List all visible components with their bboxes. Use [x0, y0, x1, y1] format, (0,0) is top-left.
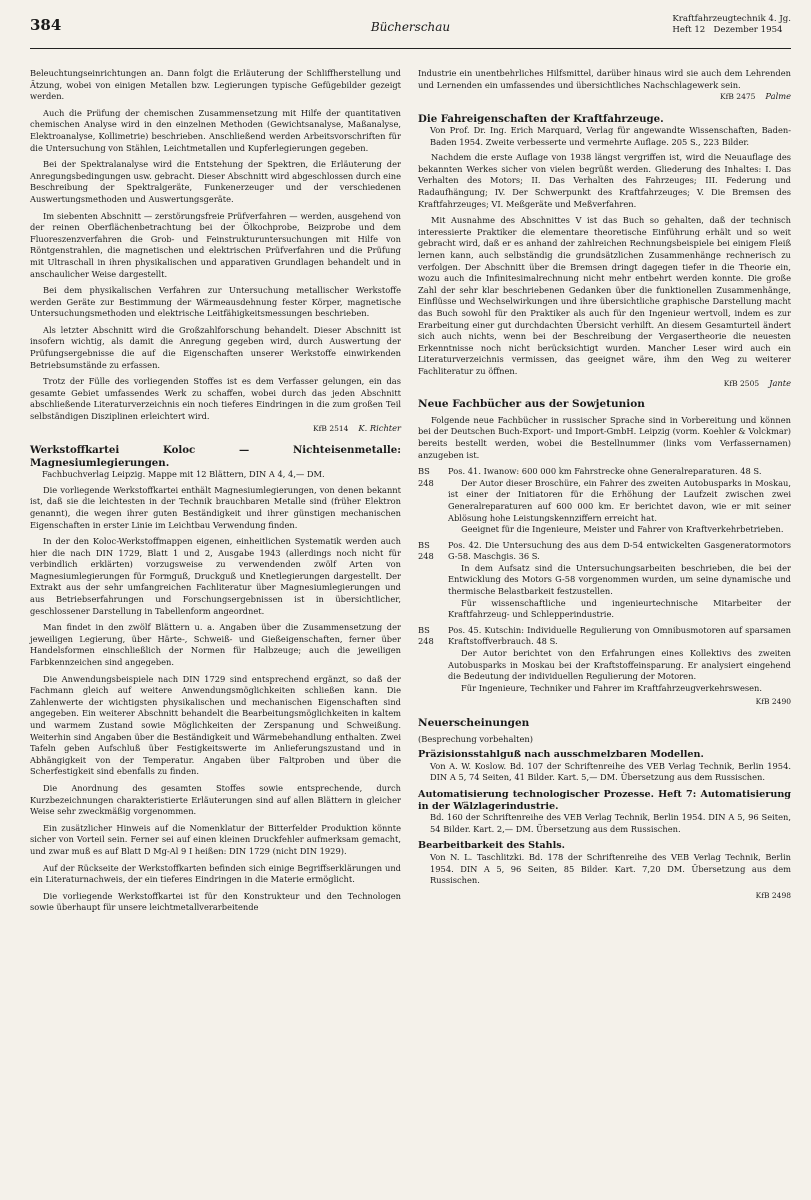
paragraph: Die vorliegende Werkstoffkartei enthält Magnesiumlegierungen, von denen bekannt ist, daß sie die leichtesten in der Technik brauchbaren Metalle sind (früher Elektron genannt), die wegen ihrer guten Beständigkeit und ihrer günstigen mechanischen Eigenschaften in erster Linie im Leichtbau Verwendung finden. [30, 484, 401, 530]
review-heading [30, 444, 401, 481]
review-signature: KfB 2490 [755, 697, 791, 707]
paragraph: Die Anwendungsbeispiele nach DIN 1729 sind entsprechend ergänzt, so daß der Fachmann gleich auf weitere Anwendungsmöglichkeiten schließen kann. Die Zahlenwerte der wichtigsten physikalischen und mechanischen Eigenschaften sind angegeben. Ein weiterer Abschnitt behandelt die Bearbeitungsmöglichkeiten in kaltem und warmem Zustand sowie Möglichkeiten der Zerspanung und Schweißung. Weiterhin sind Angaben über die Beständigkeit und Wärmebehandlung enthalten. Zwei Tafeln geben Aufschluß über Festigkeitswerte im Anlieferungszustand und in Abhängigkeit von der Temperatur. Angaben über Faltproben und über die Scherfestigkeit sind ebenfalls zu finden. [30, 673, 401, 777]
review-signature: KfB 2505 Jante [723, 377, 791, 388]
release-title: Präzisionsstahlguß nach ausschmelzbaren Modellen. [418, 749, 704, 761]
section-heading-soviet-books: Neue Fachbücher aus der Sowjetunion [418, 398, 645, 411]
order-number: BS 248 [418, 624, 434, 647]
new-release-item [418, 789, 791, 835]
order-number: BS 248 [418, 466, 434, 488]
paragraph: Auch die Prüfung der chemischen Zusammensetzung mit Hilfe der quantitativen chemischen Analyse wird in den einzelnen Methoden (Gewichtsanalyse, Maßanalyse, Elektroanalyse, Kollimetrie) beschrieben. Anschließend werden Arbeitsvorschriften für die Untersuchung von Stählen, Leichtmetallen und Kupferlegierungen gegeben. [30, 107, 401, 153]
release-title: Bearbeitbarkeit des Stahls. [418, 840, 566, 852]
paragraph: Geeignet für die Ingenieure, Meister und Fahrer von Kraftverkehrbetrieben. [461, 524, 784, 535]
page-number: 384 [30, 16, 62, 34]
review-title: Die Fahreigenschaften der Kraftfahrzeuge. [418, 112, 664, 125]
page-header [30, 12, 791, 49]
review-meta: Fachbuchverlag Leipzig. Mappe mit 12 Blättern, DIN A 4, 4,— DM. [42, 469, 325, 480]
journal-info [672, 14, 791, 36]
paragraph: Industrie ein unentbehrliches Hilfsmittel, darüber hinaus wird sie auch dem Lehrenden und Lernenden ein umfassendes und übersichtliches Nachschlagewerk sein. [418, 68, 791, 90]
section-heading-new-releases: Neuerscheinungen [418, 717, 530, 729]
paragraph: Folgende neue Fachbücher in russischer Sprache sind in Vorbereitung und können bei der Deutschen Buch-Export- und Import-GmbH. Leipzig (vorm. Koehler & Volckmar) bereits bestellt werden, wobei die Bestellnummer (links vom Verfassernamen) anzugeben ist. [418, 414, 791, 460]
release-meta: Von N. L. Taschlitzki. Bd. 178 der Schriftenreihe des VEB Verlag Technik, Berlin 1954. DIN A 5, 96 Seiten, 85 Bilder. Kart. 7,20 DM. Übersetzung aus dem Russischen. [430, 851, 791, 886]
paragraph: Die Anordnung des gesamten Stoffes sowie entsprechende, durch Kurzbezeichnungen charakteristierte Erläuterungen sind auf allen Blättern in gleicher Weise sehr zweckmäßig vorgenommen. [30, 782, 401, 817]
entry-title: Pos. 41. Iwanow: 600 000 km Fahrstrecke ohne Generalreparaturen. 48 S. [448, 466, 762, 477]
new-release-item [418, 749, 791, 784]
journal-name: Kraftfahrzeugtechnik 4. Jg. [672, 14, 791, 24]
entry-title: Pos. 42. Die Untersuchung des aus dem D-54 entwickelten Gasgeneratormotors G-58. Maschgis. 36 S. [448, 539, 791, 562]
paragraph: Trotz der Fülle des vorliegenden Stoffes ist es dem Verfasser gelungen, ein das gesamte Gebiet umfassendes Werk zu schaffen, wobei durch das jeden Abschnitt abschließende Literaturverzeichnis ein noch tieferes Eindringen in die zum großen Teil selbständigen Disziplinen erleichtert wird. [30, 376, 401, 422]
review-note: (Besprechung vorbehalten) [418, 733, 533, 744]
paragraph: Bei dem physikalischen Verfahren zur Untersuchung metallischer Werkstoffe werden Geräte zur Bestimmung der Wärmeausdehnung fester Körper, magnetische Untersuchungsmethoden und elektrische Leitfähigkeitsmessungen beschrieben. [30, 285, 401, 319]
paragraph: Im siebenten Abschnitt — zerstörungsfreie Prüfverfahren — werden, ausgehend von der reinen Oberflächenbetrachtung bei der Ölkochprobe, Beizprobe und dem Fluoreszenzverfahren die Grob- und Feinstrukturuntersuchungen mit Hilfe von Röntgenstrahlen, die magnetischen und elektrischen Prüfverfahren und die Prüfung mit Ultraschall in ihren physikalischen und apparativen Grundlagen behandelt und in anschaulicher Weise dargestellt. [30, 210, 401, 279]
paragraph: Man findet in den zwölf Blättern u. a. Angaben über die Zusammensetzung der jeweiligen Legierung, über Härte-, Schweiß- und Gießeigenschaften, ferner über Handelsformen einschließlich der Normen für Halbzeuge; auch die jeweiligen Farbkennzeichen sind angegeben. [30, 622, 401, 668]
paragraph: Für Ingenieure, Techniker und Fahrer im Kraftfahrzeugverkehrswesen. [461, 682, 763, 693]
book-entry [418, 540, 791, 621]
entry-title: Pos. 45. Kutschin: Individuelle Regulierung von Omnibusmotoren auf sparsamen Kraftstoffverbrauch. 48 S. [448, 624, 791, 647]
paragraph: Nachdem die erste Auflage von 1938 längst vergriffen ist, wird die Neuauflage des bekannten Werkes sicher von vielen begrüßt werden. Gliederung des Inhaltes: I. Das Verhalten des Motors; II. Das Verhalten des Fahrzeuges; III. Federung und Radaufhängung; IV. Der Schwerpunkt des Kraftfahrzeuges; V. Die Bremsen des Kraftfahrzeuges; VI. Meßgeräte und Meßverfahren. [418, 152, 791, 209]
review-heading [418, 113, 791, 149]
new-release-item [418, 840, 791, 886]
issue-date: Heft 12 Dezember 1954 [672, 25, 783, 35]
paragraph: Auf der Rückseite der Werkstoffkarten befinden sich einige Begriffserklärungen und ein Literaturnachweis, der ein tieferes Eindringen in die Materie ermöglicht. [30, 862, 401, 885]
paragraph: Bei der Spektralanalyse wird die Entstehung der Spektren, die Erläuterung der Anregungsbedingungen usw. gebracht. Dieser Abschnitt wird abgeschlossen durch eine Beschreibung der Spektralgeräte, Funkenerzeuger und der verschiedenen Auswertungsmethoden und Auswertungsgeräte. [30, 159, 401, 204]
right-column [418, 68, 791, 907]
left-column [30, 68, 401, 919]
review-meta: Von Prof. Dr. Ing. Erich Marquard, Verlag für angewandte Wissenschaften, Baden-Baden 1954. Zweite verbesserte und vermehrte Auflage. 205 S., 223 Bilder. [430, 125, 791, 147]
paragraph: Der Autor berichtet von den Erfahrungen eines Kollektivs des zweiten Autobusparks in Moskau bei der Kraftstoffeinsparung. Er analysiert eingehend die Bedeutung der individuellen Regulierung der Motoren. [448, 648, 791, 682]
paragraph: In dem Aufsatz sind die Untersuchungsarbeiten beschrieben, die bei der Entwicklung des Motors G-58 vorgenommen wurden, um seine dynamische und thermische Belastbarkeit festzustellen. [448, 562, 791, 597]
paragraph: Ein zusätzlicher Hinweis auf die Nomenklatur der Bitterfelder Produktion könnte sicher von Vorteil sein. Ferner sei auf einen kleinen Druckfehler aufmerksam gemacht, und zwar muß es auf Blatt D Mg-Al 9 I heißen: DIN 1729 (nicht DIN 1929). [30, 822, 401, 856]
paragraph: Mit Ausnahme des Abschnittes V ist das Buch so gehalten, daß der technisch interessierte Praktiker die elementare theoretische Einführung erhält und so weit gebracht wird, daß er es anhand der zahlreichen Rechnungsbeispiele bei einigem Fleiß lernen kann, auch selbständig die grundsätzlichen Zusammenhänge rechnerisch zu verfolgen. Der Abschnitt über die Bremsen dringt dagegen tiefer in die Theorie ein, wozu auch die Infinitesimalrechnung nicht mehr entbehrt werden konnte. Die große Zahl der sehr klar beschriebenen Gedanken über die funktionellen Zusammenhänge, Einflüsse und Wechselwirkungen und ihre übersichtliche graphische Darstellung macht das Buch sowohl für den Praktiker als auch für den Ingenieur wertvoll, indem es zur Erarbeitung einer gut durchdachten Übersicht verhilft. An diesem Gesamturteil ändert sich auch nichts, wenn bei der Beschreibung der Vergasertheorie die neuesten Erkenntnisse noch nicht berücksichtigt wurden. Mancher Leser wird auch ein Literaturverzeichnis vermissen, das geeignet wäre, ihm den Weg zu weiterer Fachliteratur zu öffnen. [418, 215, 791, 376]
paragraph: In der den Koloc-Werkstoffmappen eigenen, einheitlichen Systematik werden auch hier die nach DIN 1729, Blatt 1 und 2, Ausgabe 1943 (allerdings noch nicht für verbindlich erklärten) vorzugsweise zu verwendenden zwölf Arten von Magnesiumlegierungen für Formguß, Druckguß und Knetlegierungen dargestellt. Der Extrakt aus der sehr umfangreichen Fachliteratur über Magnesiumlegierungen und aus Betriebserfahrungen und Forschungsergebnissen ist in übersichtlicher, geschlossener Darstellung in Tabellenform angeordnet. [30, 536, 401, 616]
paragraph: Der Autor dieser Broschüre, ein Fahrer des zweiten Autobusparks in Moskau, ist einer der Initiatoren für die Erhöhung der Laufzeit zwischen zwei Generalreparaturen auf 600 000 km. Er berichtet davon, wie er mit seiner Ablösung hohe Leistungskennziffern erreicht hat. [448, 477, 791, 523]
paragraph: Beleuchtungseinrichtungen an. Dann folgt die Erläuterung der Schliffherstellung und Ätzung, wobei von einigen Metallen bzw. Legierungen typische Gefügebilder gezeigt werden. [30, 68, 401, 102]
review-signature: KfB 2498 [755, 890, 791, 900]
book-entry [418, 466, 791, 536]
release-meta: Von A. W. Koslow. Bd. 107 der Schriftenreihe des VEB Verlag Technik, Berlin 1954. DIN A 5, 74 Seiten, 41 Bilder. Kart. 5,— DM. Übersetzung aus dem Russischen. [430, 760, 791, 783]
review-signature: KfB 2514 K. Richter [313, 422, 401, 433]
release-title: Automatisierung technologischer Prozesse. Heft 7: Automatisierung in der Wälzlagerindustrie. [418, 788, 791, 812]
paragraph: Als letzter Abschnitt wird die Großzahlforschung behandelt. Dieser Abschnitt ist insofern wichtig, als damit die Anregung gegeben wird, durch Auswertung der Prüfungsergebnisse die auf die Eigenschaften unserer Werkstoffe einwirkenden Betriebsumstände zu erfassen. [30, 324, 401, 370]
paragraph: Für wissenschaftliche und ingenieurtechnische Mitarbeiter der Kraftfahrzeug- und Schlepperindustrie. [448, 597, 791, 620]
book-entry [418, 625, 791, 695]
paragraph: Die vorliegende Werkstoffkartei ist für den Konstrukteur und den Technologen sowie überhaupt für unsere leichtmetallverarbeitende [30, 890, 401, 913]
order-number: BS 248 [418, 539, 434, 562]
section-title: Bücherschau [370, 20, 451, 34]
review-signature: KfB 2475 Palme [720, 91, 791, 102]
release-meta: Bd. 160 der Schriftenreihe des VEB Verlag Technik, Berlin 1954. DIN A 5, 96 Seiten, 54 Bilder. Kart. 2,— DM. Übersetzung aus dem Russischen. [430, 812, 791, 834]
review-title: Werkstoffkartei Koloc — Nichteisenmetalle: Magnesiumlegierungen. [30, 444, 401, 469]
